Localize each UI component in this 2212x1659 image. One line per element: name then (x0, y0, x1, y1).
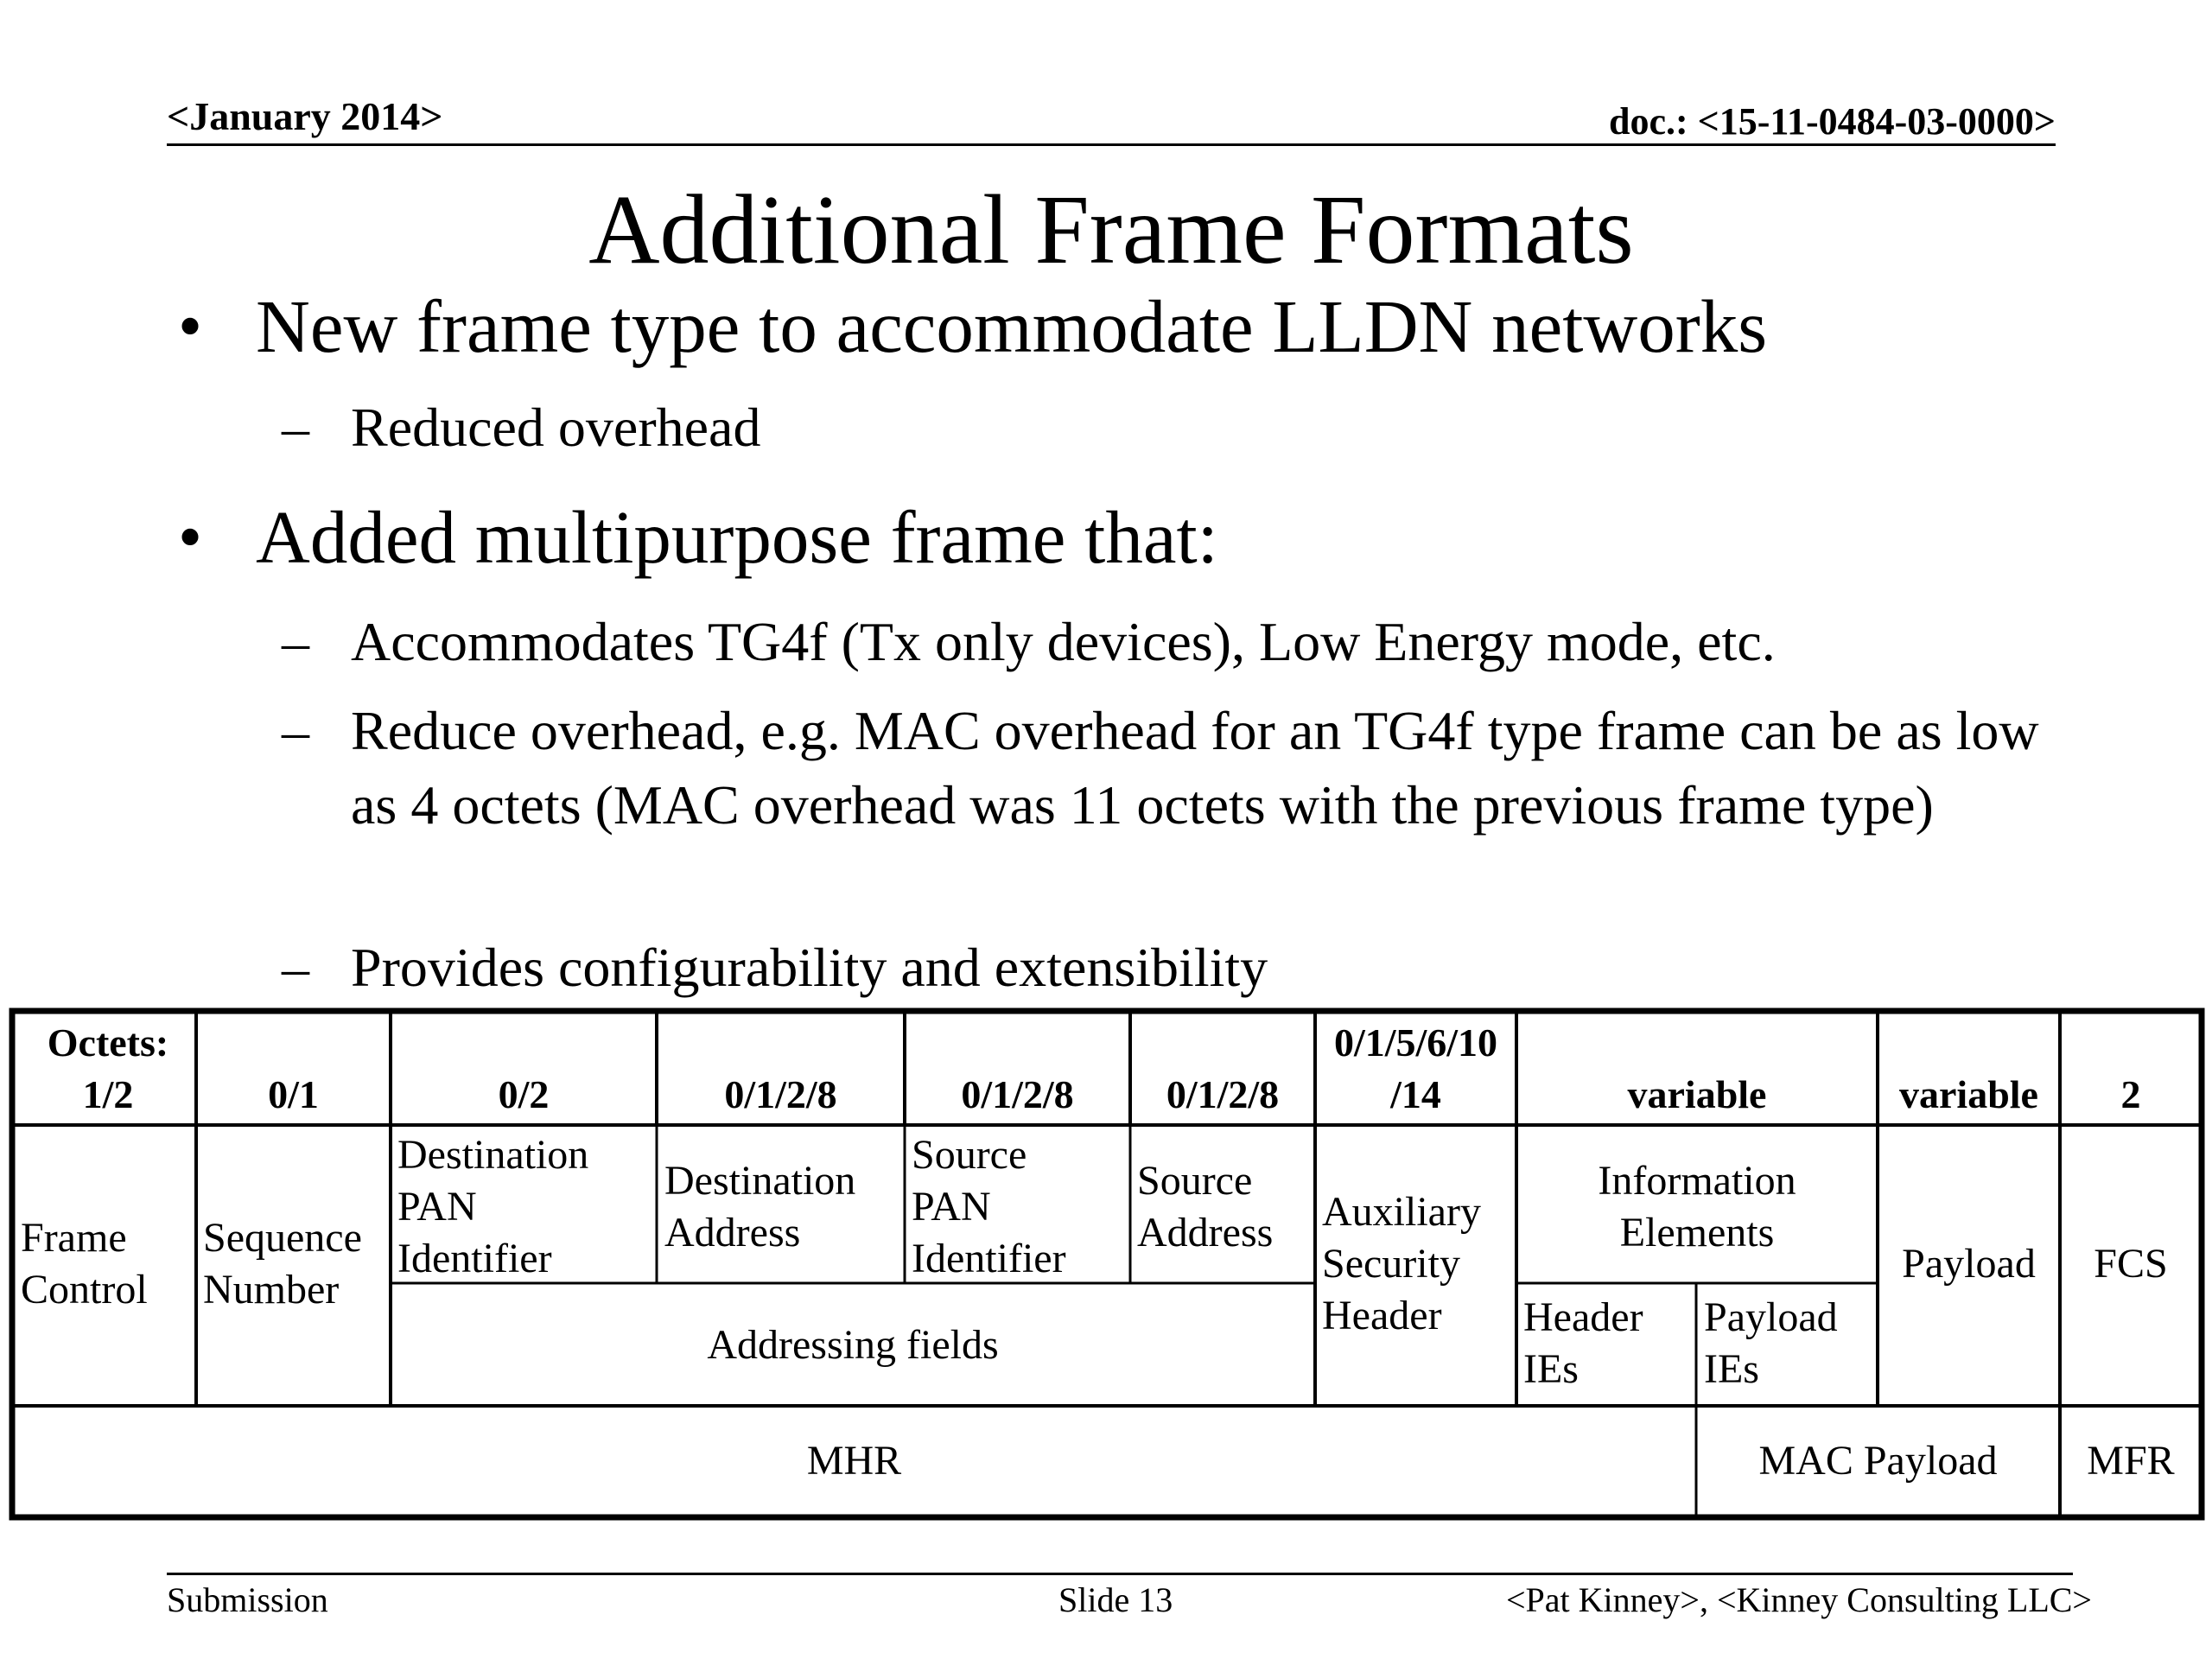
field-auxiliary-security-header: Auxiliary (1322, 1189, 1481, 1235)
field-sequence-number: Sequence (203, 1215, 362, 1261)
octets-value: 0/1/2/8 (961, 1072, 1074, 1116)
field-destination-pan-id: PAN (397, 1184, 477, 1230)
group-mhr: MHR (806, 1438, 902, 1484)
octets-value: 0/1/2/8 (1166, 1072, 1280, 1116)
dash-marker: – (282, 611, 309, 672)
payload-ies-label: IEs (1704, 1346, 1759, 1392)
header-doc-id: doc.: <15-11-0484-03-0000> (1609, 100, 2056, 143)
octets-value: 0/1/5/6/10 (1333, 1020, 1498, 1065)
octets-value: 0/1 (268, 1072, 319, 1116)
bullet-2-text: Added multipurpose frame that: (256, 495, 1218, 579)
field-destination-pan-id: Destination (397, 1132, 589, 1178)
dash-marker: – (282, 397, 309, 458)
field-auxiliary-security-header: Header (1322, 1293, 1442, 1338)
field-auxiliary-security-header: Security (1322, 1241, 1460, 1287)
sub-bullet-2-3-text: Provides configurability and extensibility (351, 937, 1268, 998)
dash-marker: – (282, 700, 309, 761)
sub-bullet-1-1-text: Reduced overhead (351, 397, 761, 458)
sub-bullet-2-1-text: Accommodates TG4f (Tx only devices), Low Energy mode, etc. (351, 611, 1776, 672)
header-ies-label: IEs (1523, 1346, 1579, 1392)
sub-bullet-2-2-text: Reduce overhead, e.g. MAC overhead for an TG4f type frame can be as low as 4 octets (MAC overhead was 11 octets with the previous frame type) (351, 700, 2039, 836)
octets-label: 1/2 (82, 1072, 134, 1116)
field-source-pan-id: Source (912, 1132, 1027, 1178)
dash-marker: – (282, 937, 309, 998)
bullet-marker: • (178, 499, 203, 575)
octets-value: variable (1899, 1072, 2038, 1116)
header-ies-label: Header (1523, 1294, 1643, 1340)
slide-title: Additional Frame Formats (588, 175, 1634, 284)
group-mfr: MFR (2087, 1438, 2175, 1484)
octets-value: 0/1/2/8 (724, 1072, 837, 1116)
field-destination-address: Address (664, 1210, 801, 1255)
octets-value: /14 (1390, 1072, 1441, 1116)
group-mac-payload: MAC Payload (1758, 1438, 1998, 1484)
field-information-elements: Elements (1619, 1210, 1775, 1255)
header-date: <January 2014> (167, 94, 443, 138)
addressing-fields-label: Addressing fields (707, 1322, 999, 1368)
field-fcs: FCS (2094, 1241, 2168, 1287)
field-sequence-number: Number (203, 1267, 340, 1313)
field-source-pan-id: PAN (912, 1184, 991, 1230)
footer-slide-number: Slide 13 (1058, 1580, 1173, 1619)
field-information-elements: Information (1598, 1158, 1796, 1204)
field-destination-address: Destination (664, 1158, 856, 1204)
footer-submission: Submission (167, 1580, 328, 1619)
field-source-address: Source (1137, 1158, 1253, 1204)
octets-value: 0/2 (498, 1072, 550, 1116)
field-source-address: Address (1137, 1210, 1274, 1255)
field-payload: Payload (1902, 1241, 2036, 1287)
payload-ies-label: Payload (1704, 1294, 1838, 1340)
octets-value: 2 (2120, 1072, 2141, 1116)
field-frame-control: Frame (21, 1215, 127, 1261)
octets-value: variable (1627, 1072, 1767, 1116)
octets-label: Octets: (47, 1020, 169, 1065)
field-frame-control: Control (21, 1267, 148, 1313)
field-source-pan-id: Identifier (912, 1236, 1066, 1281)
bullet-marker: • (178, 289, 203, 365)
bullet-1-text: New frame type to accommodate LLDN networks (256, 284, 1768, 368)
field-destination-pan-id: Identifier (397, 1236, 552, 1281)
footer-rule (167, 1573, 2073, 1575)
footer-author: <Pat Kinney>, <Kinney Consulting LLC> (1506, 1580, 2092, 1619)
